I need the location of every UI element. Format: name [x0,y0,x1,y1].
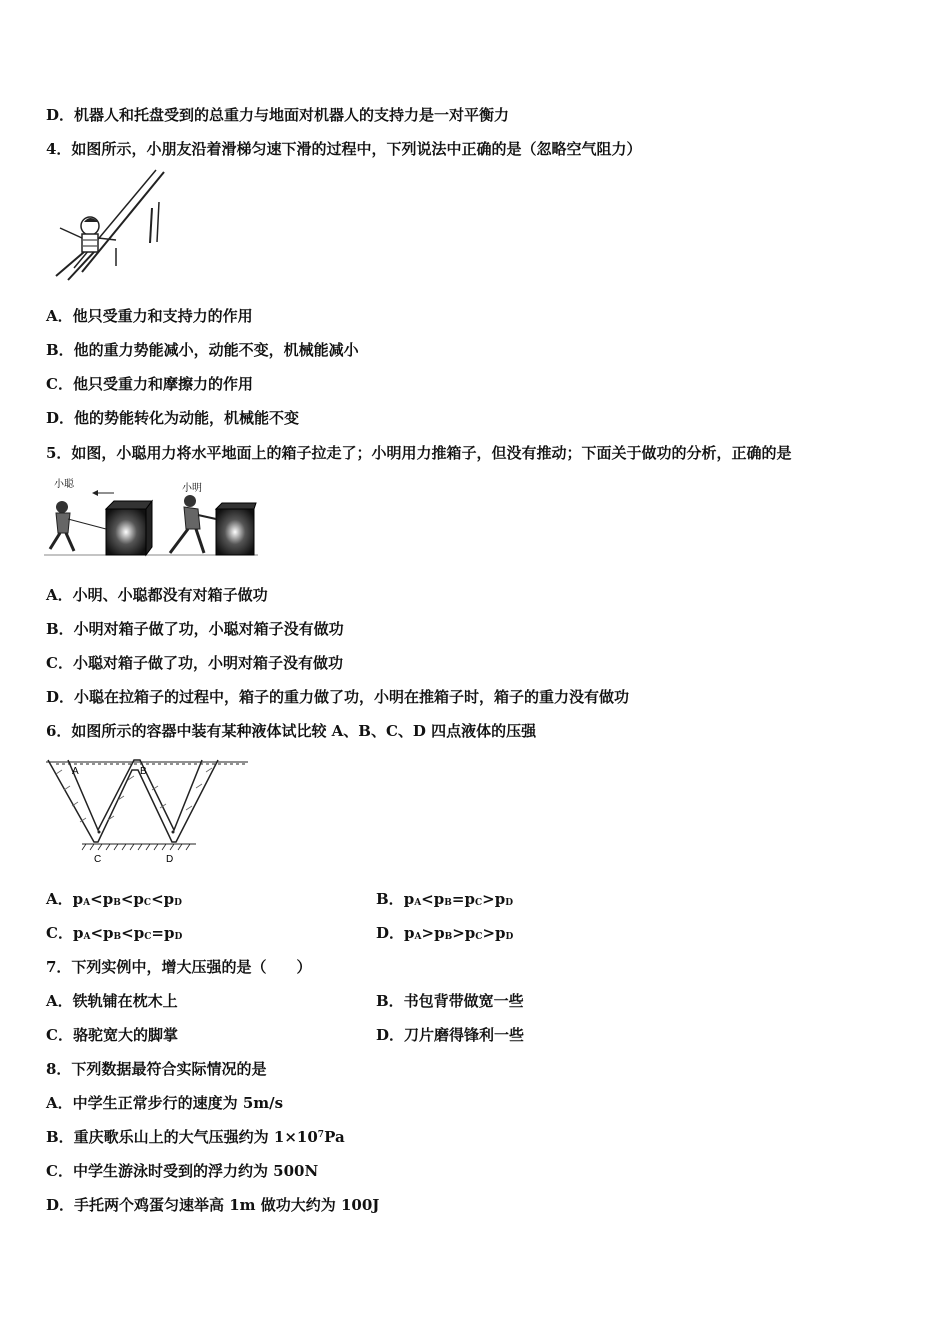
q4-option-a: A．他只受重力和支持力的作用 [46,307,253,325]
q8-stem: 8．下列数据最符合实际情况的是 [46,1060,267,1078]
q5-option-d: D．小聪在拉箱子的过程中，箱子的重力做了功，小明在推箱子时，箱子的重力没有做功 [46,688,630,706]
q6-option-a: A．$p_A<p_B<p_C<p_D$ [46,890,182,908]
q5-option-c: C．小聪对箱子做了功，小明对箱子没有做功 [46,654,343,672]
q7-option-a: A．铁轨铺在枕木上 [46,992,178,1010]
q5-option-b: B．小明对箱子做了功，小聪对箱子没有做功 [46,620,344,638]
q8-option-d: D．手托两个鸡蛋匀速举高 1m 做功大约为 100J [46,1196,380,1214]
w-container-figure [46,750,250,870]
q7-option-c: C．骆驼宽大的脚掌 [46,1026,178,1044]
point-a-label: A [72,766,79,777]
q3-option-d: D．机器人和托盘受到的总重力与地面对机器人的支持力是一对平衡力 [46,106,510,124]
q6-stem: 6．如图所示的容器中装有某种液体试比较 A、B、C、D 四点液体的压强 [46,722,537,740]
point-b-label: B [140,766,147,777]
q8-option-b: B．重庆歌乐山上的大气压强约为 $1\times 10^7Pa$ [46,1128,345,1146]
q6-option-b: B．$p_A<p_B=p_C>p_D$ [376,890,513,908]
q7-stem: 7．下列实例中，增大压强的是（ ） [46,958,312,976]
point-d-label: D [166,854,174,865]
box-figure [44,473,258,557]
q4-option-b: B．他的重力势能减小，动能不变，机械能减小 [46,341,359,359]
q8-option-c: C．中学生游泳时受到的浮力约为 500N [46,1162,319,1180]
q7-option-b: B．书包背带做宽一些 [376,992,524,1010]
q5-option-a: A．小明、小聪都没有对箱子做功 [46,586,268,604]
xiaoming-label: 小明 [182,483,202,494]
q4-stem: 4．如图所示，小朋友沿着滑梯匀速下滑的过程中，下列说法中正确的是（忽略空气阻力） [46,140,642,158]
point-c-label: C [94,854,102,865]
slide-figure [46,168,166,286]
q5-stem: 5．如图，小聪用力将水平地面上的箱子拉走了；小明用力推箱子，但没有推动；下面关于做功的分析，正确的是 [46,444,792,462]
q4-option-d: D．他的势能转化为动能，机械能不变 [46,409,300,427]
q7-option-d: D．刀片磨得锋利一些 [376,1026,525,1044]
xiaocong-label: 小聪 [54,479,74,490]
q4-option-c: C．他只受重力和摩擦力的作用 [46,375,253,393]
q6-option-c: C．$p_A<p_B<p_C=p_D$ [46,924,183,942]
q6-option-d: D．$p_A>p_B>p_C>p_D$ [376,924,514,942]
q8-option-a: A．中学生正常步行的速度为 5m/s [46,1094,284,1112]
